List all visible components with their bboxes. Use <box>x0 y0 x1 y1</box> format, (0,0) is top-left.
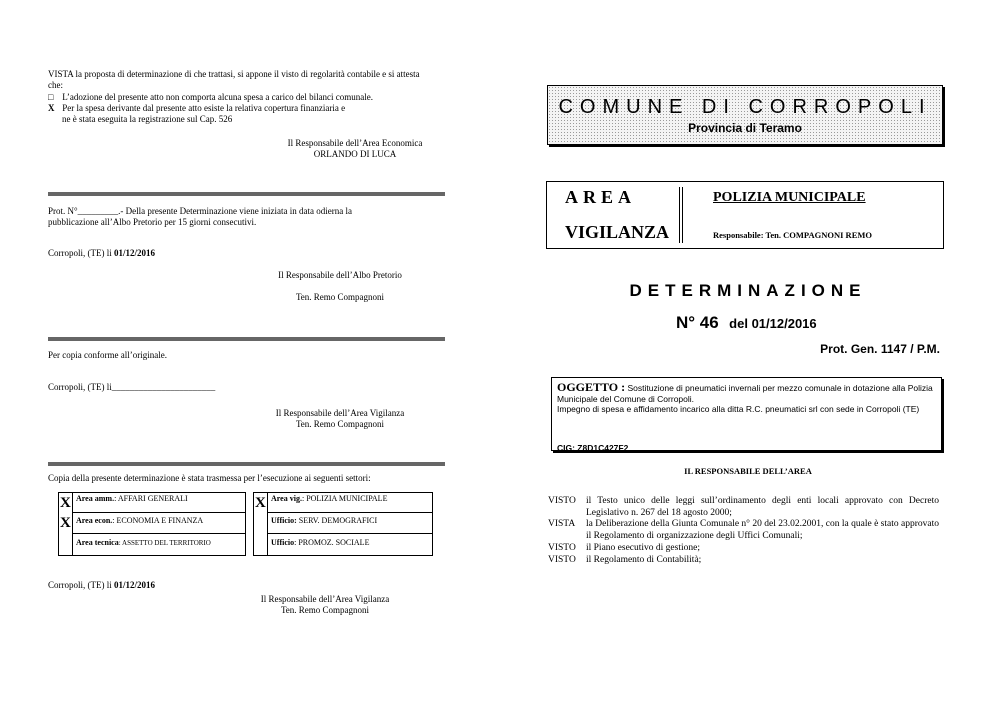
sector-affari-generali <box>76 494 188 504</box>
visto-key: VISTO <box>548 496 576 506</box>
responsabile: Responsabile: Ten. COMPAGNONI REMO <box>713 230 872 240</box>
x-mark: X <box>60 515 71 531</box>
sector-val: SERV. DEMOGRAFICI <box>296 516 378 525</box>
area-divider <box>679 187 683 243</box>
prot-gen: Prot. Gen. 1147 / P.M. <box>820 342 940 356</box>
vig-title: Il Responsabile dell’Area Vigilanza <box>275 408 405 418</box>
visto-value: il Piano esecutivo di gestione; <box>586 543 700 553</box>
sector-key: Area amm. <box>76 494 115 503</box>
visto-key: VISTO <box>548 555 576 565</box>
oggetto-body <box>557 382 936 404</box>
place-date-3 <box>48 580 155 591</box>
option-expense-text: Per la spesa derivante dal presente atto esiste la relativa copertura finanziaria e <box>62 103 346 113</box>
number-value: N° 46 <box>676 313 719 332</box>
option-expense <box>48 103 438 114</box>
visto-key: VISTA <box>548 519 576 529</box>
vigilanza-word: VIGILANZA <box>565 222 670 242</box>
polizia-municipale: POLIZIA MUNICIPALE <box>713 190 866 205</box>
date-value: 01/12/2016 <box>114 580 156 590</box>
comune-title: COMUNE DI CORROPOLI <box>558 96 932 118</box>
date-value: 01/12/2016 <box>114 248 156 258</box>
checkbox-x-mark: X <box>48 103 55 113</box>
option-no-expense <box>48 92 438 103</box>
resp-econ-title: Il Responsabile dell’Area Economica <box>287 138 423 148</box>
place-label: Corropoli, (TE) li <box>48 580 114 590</box>
trasmessa-text: Copia della presente determinazione è stata trasmessa per l’esecuzione ai seguenti settori: <box>48 473 371 483</box>
visto-value: il Testo unico delle leggi sull’ordinamento degli enti locali approvato con Decreto Legislativo n. 267 del 18 agosto 2000; <box>586 496 939 518</box>
vig2-title: Il Responsabile dell’Area Vigilanza <box>260 594 390 604</box>
area-word: AREA <box>565 187 637 207</box>
copia-text: Per copia conforme all’originale. <box>48 350 167 360</box>
provincia: Provincia di Teramo <box>688 121 802 135</box>
cig-code: CIG: Z8D1C427F2 <box>557 444 629 451</box>
sector-key: Ufficio <box>271 538 295 547</box>
oggetto-label: OGGETTO : <box>557 380 626 394</box>
sector-key: Area tecnica <box>76 538 119 547</box>
oggetto-box <box>551 377 942 451</box>
sector-economia <box>76 516 203 526</box>
albo-title: Il Responsabile dell’Albo Pretorio <box>278 270 402 280</box>
place-date-2: Corropoli, (TE) li_______________________ <box>48 382 216 392</box>
divider <box>48 337 445 341</box>
oggetto-text: Sostituzione di pneumatici invernali per mezzo comunale in dotazione alla Polizia Municipale del Comune di Corropoli. <box>557 383 933 404</box>
resp-area-heading: IL RESPONSABILE DELL’AREA <box>684 466 812 476</box>
checkbox-empty-icon: □ <box>48 92 54 102</box>
x-mark: X <box>255 495 266 511</box>
sector-val: : POLIZIA MUNICIPALE <box>301 494 388 503</box>
sector-promoz <box>271 538 369 548</box>
sectors-table <box>48 492 433 556</box>
sector-key: Ufficio: <box>271 516 297 525</box>
area-box <box>546 181 944 249</box>
visto-value: la Deliberazione della Giunta Comunale n° 20 del 23.02.2001, con la quale è stato approvato il Regolamento di organizzazione degli Uffici Comunali; <box>586 519 939 541</box>
sector-polizia <box>271 494 387 504</box>
sector-val: : ASSETTO DEL TERRITORIO <box>118 539 211 547</box>
sector-val: : PROMOZ. SOCIALE <box>294 538 370 547</box>
sector-val: : AFFARI GENERALI <box>114 494 188 503</box>
divider <box>48 192 445 196</box>
vig2-name: Ten. Remo Compagnoni <box>280 605 370 615</box>
divider <box>48 462 445 466</box>
place-date-1 <box>48 248 155 259</box>
x-mark: X <box>60 495 71 511</box>
oggetto-text-2: Impegno di spesa e affidamento incarico alla ditta R.C. pneumatici srl con sede in Corropoli (TE) <box>557 404 920 414</box>
option-expense-text-2: ne è stata eseguita la registrazione sul Cap. 526 <box>62 114 233 124</box>
determinazione-title: DETERMINAZIONE <box>629 281 867 300</box>
comune-header-box <box>547 85 943 145</box>
visto-key: VISTO <box>548 543 576 553</box>
sector-demografici <box>271 516 377 526</box>
prot-text: Prot. N°_________.- Della presente Determinazione viene iniziata in data odierna la pubblicazione all’Albo Pretorio per 15 giorni consecutivi. <box>48 206 352 227</box>
resp-econ-name: ORLANDO DI LUCA <box>313 149 397 159</box>
place-label: Corropoli, (TE) li <box>48 248 114 258</box>
sector-val: : ECONOMIA E FINANZA <box>112 516 204 525</box>
sector-key: Area econ. <box>76 516 113 525</box>
det-date: del 01/12/2016 <box>729 316 817 331</box>
sector-key: Area vig. <box>271 494 302 503</box>
visto-value: il Regolamento di Contabilità; <box>586 555 702 565</box>
vig-name: Ten. Remo Compagnoni <box>295 419 385 429</box>
visto-contabile-text: VISTA la proposta di determinazione di che trattasi, si appone il visto di regolarità contabile e si attesta che: <box>48 69 420 90</box>
det-number <box>676 312 817 335</box>
option-no-expense-text: L’adozione del presente atto non comporta alcuna spesa a carico del bilanci comunale. <box>62 92 374 102</box>
sector-assetto <box>76 538 211 548</box>
albo-name: Ten. Remo Compagnoni <box>295 292 385 302</box>
